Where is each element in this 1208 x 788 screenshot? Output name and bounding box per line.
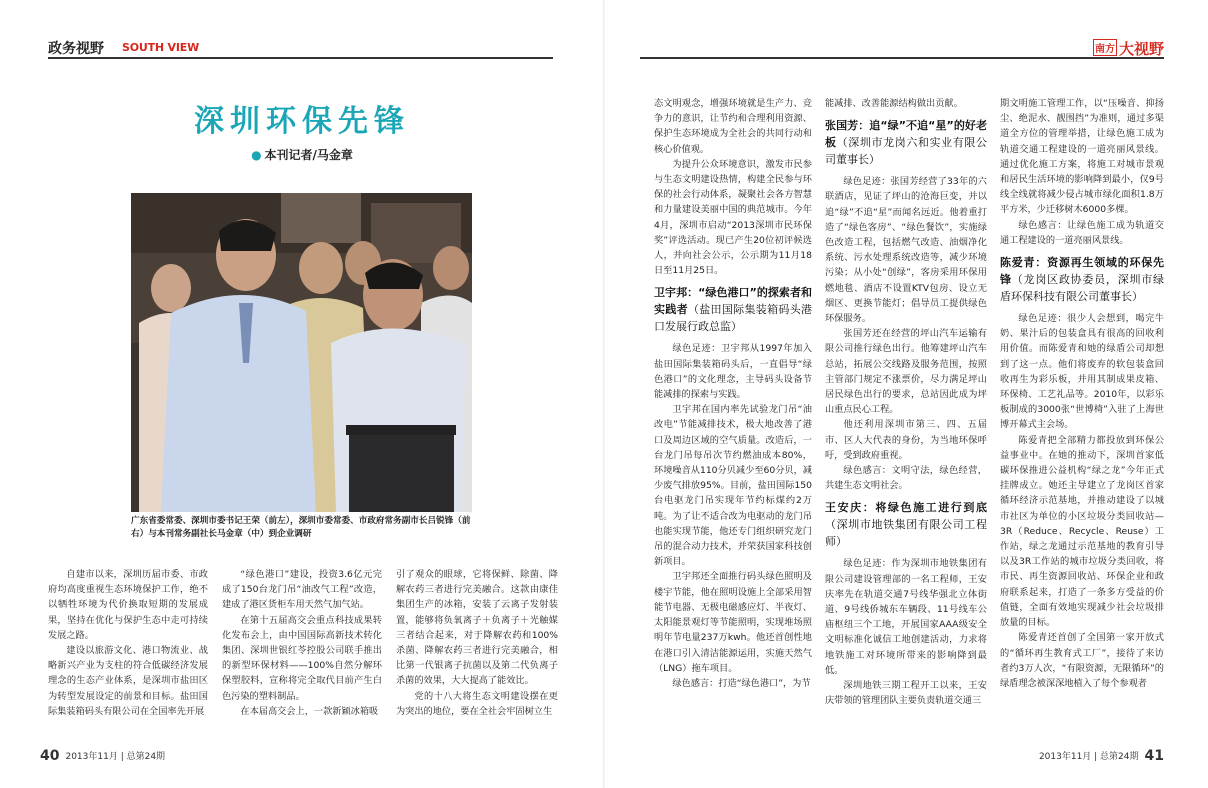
paragraph: 绿色足迹：张国芳经营了33年的六联酒店，见证了坪山的沧海巨变，并以追“绿”不追“星”而闻名远近。他着重打造了“绿色客房”、“绿色餐饮”，实施绿色改造工程，包括燃气改造、油烟净化系统、污水处理系统改造等，减少环境污染；从小处“创绿”，客房采用环保用燃地毯、酒店不设置KTV包房、设立无烟区、更换节能灯；倡导员工提供绿色环保服务。 [825, 176, 987, 325]
left-column-2 [222, 567, 382, 719]
paragraph: 陈爱青把全部精力都投放到环保公益事业中。在她的推动下，深圳首家低碳环保推进公益机构“绿之龙”今年正式挂牌成立。她还主导建立了龙岗区首家循环经济示范基地，并推动建设了以城市社区为单位的小区垃圾分类回收站—3R（Reduce、Recycle、Reuse）工作站，绿之龙通过示范基地的教育引导以及3R工作站的城市垃圾分类回收，将市民、再生资源回收站、环保企业和政府联系起来，打造了一条多方受益的价值链，全面有效地实现减少社会垃圾排放量的目标。 [1000, 434, 1164, 629]
heading-name: 张国芳：追“绿”不追“星”的好老板 [825, 119, 987, 150]
photo-illustration [131, 193, 472, 512]
paragraph: 卫宇邦还全面推行码头绿色照明及楼宇节能，他在照明设施上全部采用智能节电器、无极电磁感应灯、半夜灯、太阳能景观灯等节能照明，实现堆场照明年节电量237万kwh。他还首创性地在港口引入清洁能源运用，实施天然气（LNG）拖车项目。 [654, 571, 812, 674]
heading-org: （龙岗区政协委员，深圳市绿盾环保科技有限公司董事长） [1000, 273, 1165, 304]
section-heading [654, 284, 812, 335]
right-footer [1039, 748, 1164, 764]
issue-info: 2013年11月 | 总第24期 [65, 752, 166, 762]
byline [0, 146, 604, 163]
article-photo [131, 193, 472, 512]
paragraph: 态文明观念，增强环境就是生产力、竞争力的意识，让节约和合理利用资源、保护生态环境成为全社会的共同行动和核心价值观。 [654, 98, 812, 155]
right-page [604, 0, 1208, 788]
section-heading [1000, 254, 1164, 305]
paragraph: 能减排、改善能源结构做出贡献。 [825, 98, 963, 109]
byline-text: 本刊记者/马金章 [264, 148, 353, 162]
page-number: 40 [40, 748, 60, 764]
paragraph: 绿色足迹：作为深圳市地铁集团有限公司建设管理部的一名工程师，王安庆率先在轨道交通7号线华强北立体街道、9号线侨城东车辆段、11号线车公庙枢纽三个工地，开展国家AAA级安全文明标准化诚信工地创建活动，力求将地铁施工对环境所带来的影响降到最低。 [825, 558, 987, 676]
page-number: 41 [1144, 748, 1164, 764]
section-title-en: SOUTH VIEW [122, 41, 199, 54]
right-column-2 [825, 96, 987, 709]
section-heading [825, 117, 987, 168]
paragraph: 引了观众的眼球，它将保鲜、除菌、降解农药三者进行完美融合。这款由康佳集团生产的冰箱，安装了云离子发射装置，能够将负氧离子＋负离子＋光触媒三者结合起来，对于降解农药和100%杀菌、降解农药三者进行完美融合，相比第一代银离子抗菌以及第二代负离子杀菌的效果，大大提高了能效比。 [396, 569, 558, 687]
paragraph: 绿色感言：让绿色施工成为轨道交通工程建设的一道亮丽风景线。 [1000, 219, 1164, 246]
paragraph: “绿色港口”建设，投资3.6亿元完成了150台龙门吊“油改气工程”改造，建成了港区货柜车用天然气加气站。 [222, 569, 382, 611]
brand-logo [1093, 38, 1164, 59]
paragraph: 绿色感言：文明守法，绿色经营，共建生态文明社会。 [825, 465, 987, 492]
heading-org: （深圳市龙岗六和实业有限公司董事长） [825, 136, 988, 167]
paragraph: 卫宇邦在国内率先试验龙门吊“油改电”节能减排技术，极大地改善了港口及周边区域的空气质量。改造后，一台龙门吊每吊次节约燃油成本80%，环境噪音从110分贝减少至60分贝，减少废气排放95%。目前，盐田国际150台电驱龙门吊实现年节约标煤约2万吨。为了让不适合改为电驱动的龙门吊也能实现节能，他还专门组织研究龙门吊的混合动力技术，并荣获国家科技创新项目。 [654, 404, 812, 568]
left-footer [40, 748, 165, 764]
heading-org: （盐田国际集装箱码头港口发展行政总监） [654, 303, 813, 334]
paragraph: 自建市以来，深圳历届市委、市政府均高度重视生态环境保护工作，绝不以牺牲环境为代价换取短期的发展成果，坚持在优化与保护生态中走可持续发展之路。 [48, 569, 208, 641]
heading-name: 陈爱青：资源再生领域的环保先锋 [1000, 256, 1164, 287]
issue-info: 2013年11月 | 总第24期 [1038, 752, 1139, 762]
paragraph: 张国芳还在经营的坪山汽车运输有限公司推行绿色出行。他筹建坪山汽车总站，拓展公交线路及服务范围，按照主管部门规定不涨票价，尽力满足坪山居民绿色出行的要求，总站因此成为坪山重点民心工程。 [825, 328, 987, 416]
paragraph: 党的十八大将生态文明建设摆在更为突出的地位，要在全社会牢固树立生 [396, 690, 558, 717]
article-title: 深圳环保先锋 [194, 104, 410, 139]
paragraph: 深圳地铁三期工程开工以来，王安庆带领的管理团队主要负责轨道交通三 [825, 680, 987, 707]
paragraph: 绿色足迹：卫宇邦从1997年加入盐田国际集装箱码头后，一直倡导“绿色港口”的文化理念，主导码头设备节能减排的探索与实践。 [654, 343, 812, 401]
paragraph: 期文明施工管理工作，以“压噪音、抑扬尘、绝泥水、靓围挡”为准则，通过多渠道全方位的管理举措，让绿色施工成为轨道交通工程建设的一道亮丽风景线。通过优化施工方案，将施工对城市景观和居民生活环境的影响降到最小，仅9号线全线就将减少侵占城市绿化面积1.8万平方米，少迁移树木6000多棵。 [1000, 98, 1164, 216]
header-rule [640, 57, 1164, 59]
header-rule [48, 57, 553, 59]
brand-name: 大视野 [1118, 40, 1164, 58]
paragraph: 绿色足迹：很少人会想到，喝完牛奶、果汁后的包装盒具有很高的回收利用价值。而陈爱青和她的绿盾公司却想到了这一点。他们将废弃的软包装盒回收再生为彩乐板，并用其制成果皮箱、环保椅、工艺礼品等。2010年，以彩乐板制成的3000张“世博椅”入驻了上海世博开幕式主会场。 [1000, 313, 1164, 431]
paragraph: 他还利用深圳市第三、四、五届市、区人大代表的身份，为当地环保呼吁，受到政府重视。 [825, 419, 987, 461]
paragraph: 为提升公众环境意识，激发市民参与生态文明建设热情，构建全民参与环保的社会行动体系，凝聚社会各方智慧和力量建设美丽中国的典范城市。今年4月，深圳市启动“2013深圳市民环保奖”评选活动。现已产生20位初评候选人，并向社会公示，公示期为11月18日至11月25日。 [654, 158, 812, 277]
heading-name: 王安庆：将绿色施工进行到底 [825, 501, 987, 515]
section-heading [825, 499, 987, 550]
running-header [48, 36, 553, 60]
paragraph: 绿色感言：打造“绿色港口”，为节 [672, 677, 811, 689]
left-column-1 [48, 567, 208, 719]
paragraph: 建设以旅游文化、港口物流业、战略新兴产业为支柱的符合低碳经济发展理念的生态产业体系，是深圳市盐田区为转型发展设定的前景和目标。盐田国际集装箱码头有限公司在全国率先开展 [48, 645, 208, 717]
running-header-right [640, 36, 1164, 60]
brand-box: 南方 [1093, 39, 1117, 56]
right-column-3 [1000, 96, 1164, 691]
paragraph: 陈爱青还首创了全国第一家开放式的“循环再生教育式工厂”，接待了来访者约3万人次，“有限资源，无限循环”的绿盾理念被深深地植入了每个参观者 [1000, 632, 1164, 689]
photo-caption: 广东省委常委、深圳市委书记王荣（前左），深圳市委常委、市政府常务副市长吕锐锋（前右）与本刊常务副社长马金章（中）到企业调研 [131, 516, 471, 539]
heading-name: 卫宇邦：“绿色港口”的探索者和实践者 [654, 286, 812, 317]
bullet-icon: ● [251, 148, 262, 162]
section-title-cn: 政务视野 [48, 41, 104, 57]
paragraph: 在本届高交会上，一款新颖冰箱吸 [240, 705, 379, 717]
left-column-3 [396, 567, 558, 719]
heading-org: （深圳市地铁集团有限公司工程师） [825, 518, 987, 549]
paragraph: 在第十五届高交会重点科技成果转化发布会上，由中国国际高新技术转化集团、深圳世银红苓控股公司联手推出的新型环保材料——100%自然分解环保塑胶料，宣称将完全取代目前产生白色污染的塑料制品。 [222, 614, 382, 702]
right-column-1 [654, 96, 812, 691]
